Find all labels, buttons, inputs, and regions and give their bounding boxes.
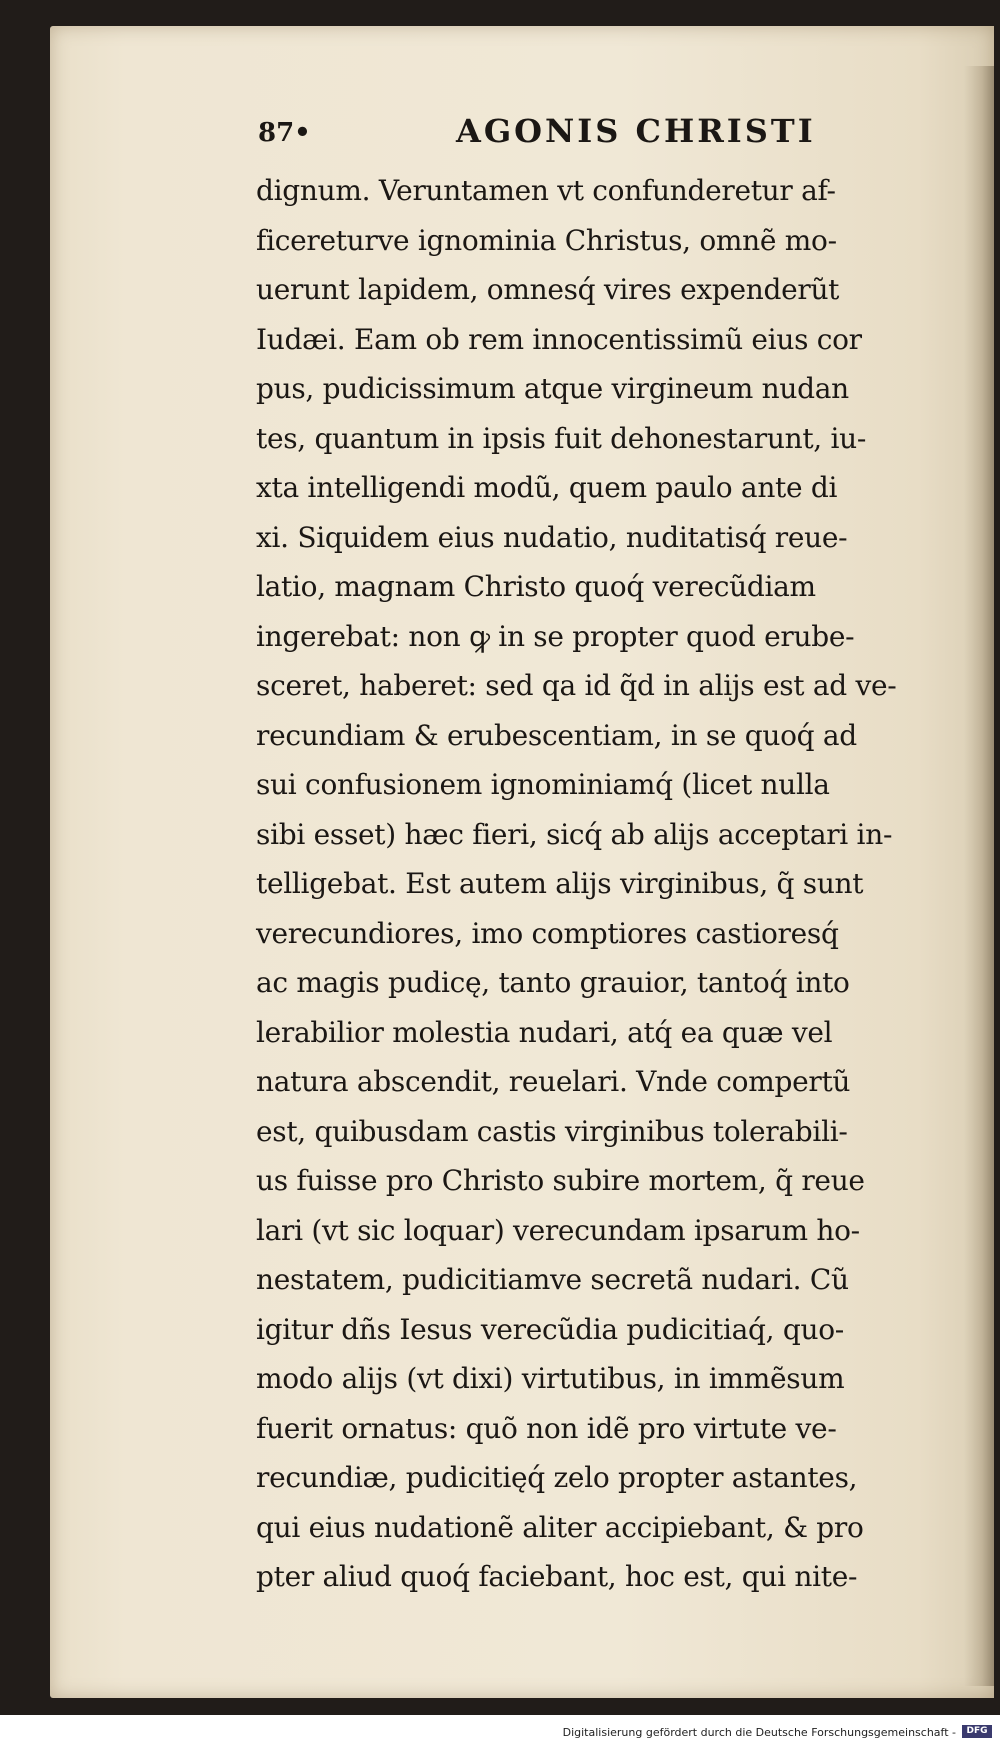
text-line: telligebat. Est autem alijs virginibus, q̃ sunt: [256, 867, 864, 900]
text-line: ficereturve ignominia Christus, omnẽ mo-: [256, 223, 837, 257]
text-line: lari (vt sic loquar) verecundam ipsarum ho-: [256, 1213, 860, 1247]
text-line: nestatem, pudicitiamve secretã nudari. Cũ: [256, 1263, 849, 1296]
text-line: xta intelligendi modũ, quem paulo ante di: [256, 471, 838, 504]
text-line: sibi esset) hæc fieri, sicq́ ab alijs acceptari in-: [256, 817, 893, 851]
text-line: fuerit ornatus: quõ non idẽ pro virtute ve-: [256, 1411, 837, 1445]
text-line: dignum. Veruntamen vt confunderetur af-: [256, 174, 836, 207]
text-line: xi. Siquidem eius nudatio, nuditatisq́ reue-: [256, 520, 848, 554]
text-line: us fuisse pro Christo subire mortem, q̃ reue: [256, 1164, 865, 1197]
text-line: natura abscendit, reuelari. Vnde compertũ: [256, 1065, 851, 1098]
text-line: recundiam & erubescentiam, in se quoq́ ad: [256, 718, 857, 752]
text-line: pter aliud quoq́ faciebant, hoc est, qui nite-: [256, 1560, 858, 1593]
text-line: Iudæi. Eam ob rem innocentissimũ eius cor: [256, 322, 862, 356]
page-number: 87•: [258, 118, 311, 148]
text-line: ingerebat: non ꝙ in se propter quod erube-: [256, 619, 855, 653]
text-line: uerunt lapidem, omnesq́ vires expenderũt: [256, 273, 840, 306]
text-line: pus, pudicissimum atque virgineum nudan: [256, 372, 849, 405]
footer-bar: [0, 1715, 1000, 1747]
text-line: sui confusionem ignominiamq́ (licet nulla: [256, 768, 830, 801]
text-line: latio, magnam Christo quoq́ verecũdiam: [256, 570, 816, 603]
dfg-logo-icon: DFG: [962, 1725, 992, 1738]
text-line: est, quibusdam castis virginibus tolerabili-: [256, 1114, 848, 1148]
text-line: lerabilior molestia nudari, atq́ ea quæ vel: [256, 1015, 833, 1049]
text-line: modo alijs (vt dixi) virtutibus, in immẽsum: [256, 1362, 845, 1395]
text-line: recundiæ, pudicitięq́ zelo propter astantes,: [256, 1461, 858, 1494]
funding-credit: Digitalisierung gefördert durch die Deutsche Forschungsgemeinschaft -: [562, 1726, 956, 1739]
text-line: tes, quantum in ipsis fuit dehonestarunt, iu-: [256, 421, 867, 455]
text-line: verecundiores, imo comptiores castioresq́: [256, 916, 839, 950]
text-line: qui eius nudationẽ aliter accipiebant, & pro: [256, 1510, 864, 1544]
text-line: ac magis pudicę, tanto grauior, tantoq́ into: [256, 966, 850, 999]
running-head: AGONIS CHRISTI: [456, 112, 816, 150]
text-line: sceret, haberet: sed qa id q̃d in alijs est ad ve-: [256, 669, 897, 702]
page-header: [258, 112, 828, 162]
body-text: [256, 166, 970, 1602]
text-line: igitur dñs Iesus verecũdia pudicitiaq́, quo-: [256, 1312, 844, 1346]
